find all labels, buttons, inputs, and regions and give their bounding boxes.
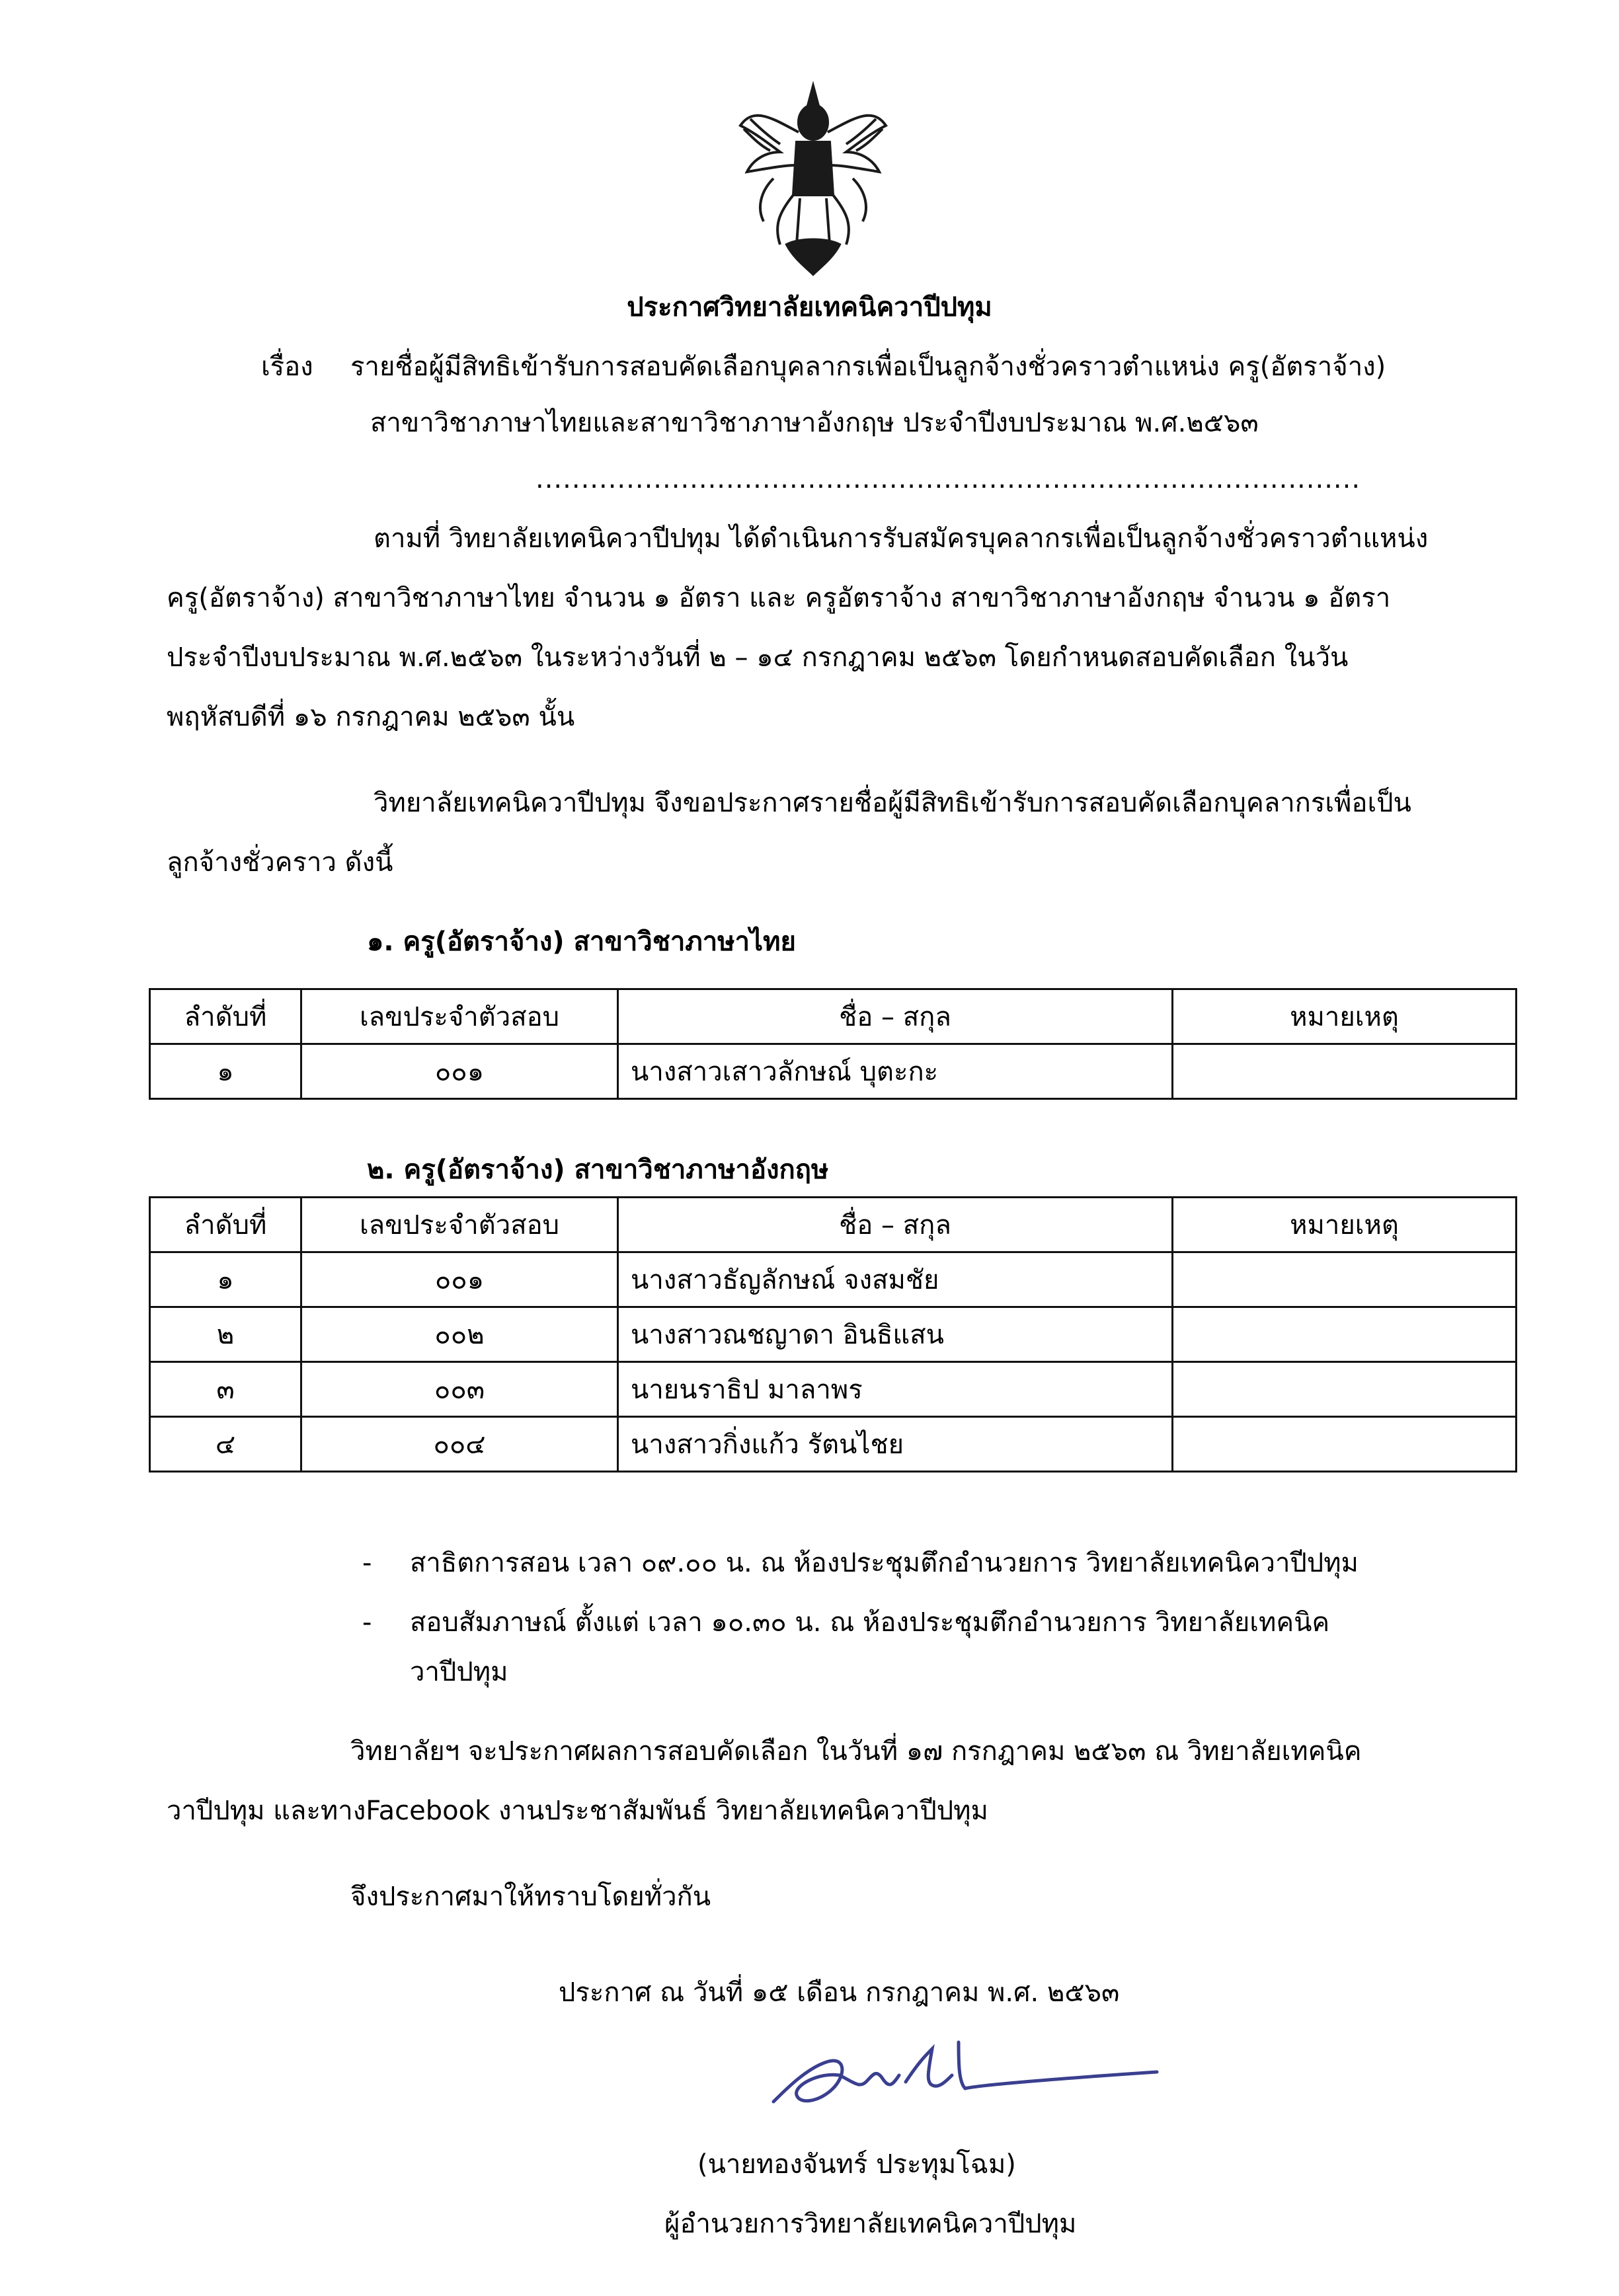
announce-line-2: ลูกจ้างชั่วคราว ดังนี้ xyxy=(167,847,393,878)
cell-order: ๑ xyxy=(150,1044,301,1099)
cell-exam-id: ๐๐๑ xyxy=(301,1252,618,1307)
section-1-heading: ๑. ครู(อัตราจ้าง) สาขาวิชาภาษาไทย xyxy=(367,927,796,957)
schedule-item-2-line-1: สอบสัมภาษณ์ ตั้งแต่ เวลา ๑๐.๓๐ น. ณ ห้องประชุมตึกอำนวยการ วิทยาลัยเทคนิค xyxy=(410,1607,1330,1638)
table-row xyxy=(150,1044,1517,1099)
cell-name: นางสาวณชญาดา อินธิแสน xyxy=(618,1307,1173,1362)
column-header-name: ชื่อ – สกุล xyxy=(618,1198,1173,1252)
section-2-heading: ๒. ครู(อัตราจ้าง) สาขาวิชาภาษาอังกฤษ xyxy=(367,1155,829,1185)
cell-name: นางสาวธัญลักษณ์ จงสมชัย xyxy=(618,1252,1173,1307)
schedule-item-2-line-2: วาปีปทุม xyxy=(410,1657,508,1687)
subject-label: เรื่อง xyxy=(261,352,313,382)
subject-line-1: รายชื่อผู้มีสิทธิเข้ารับการสอบคัดเลือกบุคลากรเพื่อเป็นลูกจ้างชั่วคราวตำแหน่ง ครู(อัตราจ้าง) xyxy=(350,352,1386,382)
table-row xyxy=(150,1252,1517,1307)
signature-image xyxy=(760,2022,1170,2115)
closing-statement: จึงประกาศมาให้ทราบโดยทั่วกัน xyxy=(350,1882,711,1912)
cell-exam-id: ๐๐๒ xyxy=(301,1307,618,1362)
intro-line-1: ตามที่ วิทยาลัยเทคนิควาปีปทุม ได้ดำเนินการรับสมัครบุคลากรเพื่อเป็นลูกจ้างชั่วคราวตำแหน่ง xyxy=(374,523,1429,554)
cell-name: นายนราธิป มาลาพร xyxy=(618,1362,1173,1417)
result-line-2: วาปีปทุม และทางFacebook งานประชาสัมพันธ์ วิทยาลัยเทคนิควาปีปทุม xyxy=(167,1796,988,1826)
table-header-row xyxy=(150,989,1517,1044)
section-2-table xyxy=(149,1196,1517,1473)
cell-note xyxy=(1173,1307,1517,1362)
cell-order: ๓ xyxy=(150,1362,301,1417)
cell-note xyxy=(1173,1044,1517,1099)
cell-note xyxy=(1173,1417,1517,1472)
bullet-dash: - xyxy=(362,1607,372,1638)
column-header-order: ลำดับที่ xyxy=(150,1198,301,1252)
cell-exam-id: ๐๐๓ xyxy=(301,1362,618,1417)
cell-exam-id: ๐๐๑ xyxy=(301,1044,618,1099)
schedule-item-1: สาธิตการสอน เวลา ๐๙.๐๐ น. ณ ห้องประชุมตึกอำนวยการ วิทยาลัยเทคนิควาปีปทุม xyxy=(410,1548,1359,1578)
column-header-note: หมายเหตุ xyxy=(1173,989,1517,1044)
announcement-title: ประกาศวิทยาลัยเทคนิควาปีปทุม xyxy=(627,292,992,323)
cell-note xyxy=(1173,1252,1517,1307)
table-row xyxy=(150,1417,1517,1472)
column-header-exam-id: เลขประจำตัวสอบ xyxy=(301,1198,618,1252)
table-row xyxy=(150,1362,1517,1417)
separator-dots: ........................................................................................... xyxy=(535,464,1361,494)
signer-name: (นายทองจันทร์ ประทุมโฉม) xyxy=(697,2149,1016,2180)
cell-order: ๒ xyxy=(150,1307,301,1362)
table-row xyxy=(150,1307,1517,1362)
signer-title: ผู้อำนวยการวิทยาลัยเทคนิควาปีปทุม xyxy=(664,2209,1077,2239)
cell-name: นางสาวเสาวลักษณ์ บุตะกะ xyxy=(618,1044,1173,1099)
bullet-dash: - xyxy=(362,1548,372,1578)
announcement-date: ประกาศ ณ วันที่ ๑๕ เดือน กรกฎาคม พ.ศ. ๒๕๖๓ xyxy=(559,1977,1120,2008)
result-line-1: วิทยาลัยฯ จะประกาศผลการสอบคัดเลือก ในวันที่ ๑๗ กรกฎาคม ๒๕๖๓ ณ วิทยาลัยเทคนิค xyxy=(350,1736,1362,1767)
section-1-table xyxy=(149,988,1517,1100)
cell-name: นางสาวกิ่งแก้ว รัตนไชย xyxy=(618,1417,1173,1472)
intro-line-3: ประจำปีงบประมาณ พ.ศ.๒๕๖๓ ในระหว่างวันที่ ๒ – ๑๔ กรกฎาคม ๒๕๖๓ โดยกำหนดสอบคัดเลือก ในวัน xyxy=(167,642,1349,673)
column-header-order: ลำดับที่ xyxy=(150,989,301,1044)
column-header-exam-id: เลขประจำตัวสอบ xyxy=(301,989,618,1044)
cell-order: ๔ xyxy=(150,1417,301,1472)
column-header-name: ชื่อ – สกุล xyxy=(618,989,1173,1044)
subject-line-2: สาขาวิชาภาษาไทยและสาขาวิชาภาษาอังกฤษ ประจำปีงบประมาณ พ.ศ.๒๕๖๓ xyxy=(370,408,1259,438)
intro-line-2: ครู(อัตราจ้าง) สาขาวิชาภาษาไทย จำนวน ๑ อัตรา และ ครูอัตราจ้าง สาขาวิชาภาษาอังกฤษ จำนวน ๑ อัตรา xyxy=(167,583,1391,613)
cell-order: ๑ xyxy=(150,1252,301,1307)
cell-note xyxy=(1173,1362,1517,1417)
table-header-row xyxy=(150,1198,1517,1252)
intro-line-4: พฤหัสบดีที่ ๑๖ กรกฎาคม ๒๕๖๓ นั้น xyxy=(167,702,575,732)
announce-line-1: วิทยาลัยเทคนิควาปีปทุม จึงขอประกาศรายชื่อผู้มีสิทธิเข้ารับการสอบคัดเลือกบุคลากรเพื่อเป็น xyxy=(374,788,1411,818)
garuda-emblem-icon xyxy=(734,79,892,278)
column-header-note: หมายเหตุ xyxy=(1173,1198,1517,1252)
cell-exam-id: ๐๐๔ xyxy=(301,1417,618,1472)
